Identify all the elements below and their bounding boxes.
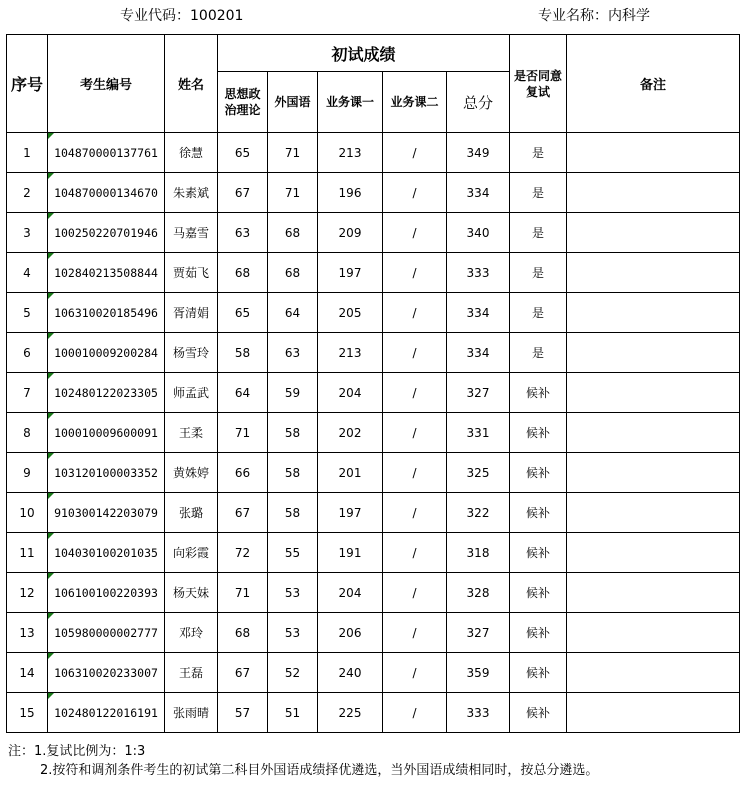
score-course1: 213 xyxy=(318,133,383,173)
header-course1: 业务课一 xyxy=(318,72,383,133)
header-politics: 思想政治理论 xyxy=(218,72,268,133)
score-course2: / xyxy=(383,653,447,693)
score-total: 325 xyxy=(447,453,510,493)
score-course1: 204 xyxy=(318,373,383,413)
score-course2: / xyxy=(383,413,447,453)
table-row xyxy=(7,133,740,173)
table-row xyxy=(7,613,740,653)
score-course2: / xyxy=(383,373,447,413)
table-row xyxy=(7,253,740,293)
remark xyxy=(567,253,740,293)
agree-status: 候补 xyxy=(510,533,567,573)
score-course2: / xyxy=(383,253,447,293)
score-course1: 205 xyxy=(318,293,383,333)
remark xyxy=(567,493,740,533)
score-course1: 191 xyxy=(318,533,383,573)
remark xyxy=(567,333,740,373)
row-index: 6 xyxy=(7,333,48,373)
score-politics: 64 xyxy=(218,373,268,413)
student-name: 张璐 xyxy=(165,493,218,533)
score-total: 327 xyxy=(447,613,510,653)
major-code: 专业代码：100201 xyxy=(120,8,244,24)
remark xyxy=(567,133,740,173)
score-politics: 71 xyxy=(218,413,268,453)
student-name: 王柔 xyxy=(165,413,218,453)
score-course1: 197 xyxy=(318,253,383,293)
score-foreign-lang: 53 xyxy=(268,613,318,653)
score-course1: 213 xyxy=(318,333,383,373)
score-course2: / xyxy=(383,533,447,573)
table-row xyxy=(7,213,740,253)
score-foreign-lang: 55 xyxy=(268,533,318,573)
score-course2: / xyxy=(383,333,447,373)
student-name: 马嘉雪 xyxy=(165,213,218,253)
row-index: 15 xyxy=(7,693,48,733)
score-foreign-lang: 53 xyxy=(268,573,318,613)
row-index: 12 xyxy=(7,573,48,613)
header-remark: 备注 xyxy=(567,35,740,133)
score-politics: 66 xyxy=(218,453,268,493)
student-name: 邓玲 xyxy=(165,613,218,653)
score-total: 333 xyxy=(447,253,510,293)
table-row xyxy=(7,533,740,573)
agree-status: 是 xyxy=(510,213,567,253)
exam-id: 910300142203079 xyxy=(48,493,165,533)
row-index: 2 xyxy=(7,173,48,213)
score-foreign-lang: 68 xyxy=(268,253,318,293)
score-course2: / xyxy=(383,493,447,533)
table-row xyxy=(7,693,740,733)
agree-status: 候补 xyxy=(510,373,567,413)
score-course1: 225 xyxy=(318,693,383,733)
score-foreign-lang: 63 xyxy=(268,333,318,373)
remark xyxy=(567,533,740,573)
score-politics: 72 xyxy=(218,533,268,573)
score-course1: 201 xyxy=(318,453,383,493)
score-total: 340 xyxy=(447,213,510,253)
exam-id: 104870000137761 xyxy=(48,133,165,173)
exam-id: 106310020185496 xyxy=(48,293,165,333)
row-index: 9 xyxy=(7,453,48,493)
remark xyxy=(567,293,740,333)
agree-status: 候补 xyxy=(510,413,567,453)
score-total: 334 xyxy=(447,333,510,373)
table-row xyxy=(7,413,740,453)
score-total: 328 xyxy=(447,573,510,613)
student-name: 师孟武 xyxy=(165,373,218,413)
score-politics: 67 xyxy=(218,173,268,213)
score-course2: / xyxy=(383,133,447,173)
remark xyxy=(567,373,740,413)
score-table xyxy=(6,34,740,733)
row-index: 4 xyxy=(7,253,48,293)
row-index: 8 xyxy=(7,413,48,453)
score-politics: 68 xyxy=(218,613,268,653)
score-course2: / xyxy=(383,213,447,253)
score-course2: / xyxy=(383,693,447,733)
table-row xyxy=(7,173,740,213)
score-politics: 58 xyxy=(218,333,268,373)
remark xyxy=(567,453,740,493)
major-name: 专业名称：内科学 xyxy=(538,8,650,24)
table-row xyxy=(7,333,740,373)
exam-id: 104030100201035 xyxy=(48,533,165,573)
exam-id: 100010009200284 xyxy=(48,333,165,373)
score-foreign-lang: 64 xyxy=(268,293,318,333)
row-index: 1 xyxy=(7,133,48,173)
score-foreign-lang: 58 xyxy=(268,413,318,453)
score-politics: 65 xyxy=(218,133,268,173)
score-total: 327 xyxy=(447,373,510,413)
score-total: 334 xyxy=(447,173,510,213)
row-index: 3 xyxy=(7,213,48,253)
remark xyxy=(567,213,740,253)
agree-status: 候补 xyxy=(510,613,567,653)
row-index: 7 xyxy=(7,373,48,413)
score-course1: 209 xyxy=(318,213,383,253)
header-total: 总分 xyxy=(447,72,510,133)
agree-status: 候补 xyxy=(510,453,567,493)
row-index: 13 xyxy=(7,613,48,653)
student-name: 黄姝婷 xyxy=(165,453,218,493)
student-name: 王磊 xyxy=(165,653,218,693)
student-name: 徐慧 xyxy=(165,133,218,173)
agree-status: 是 xyxy=(510,333,567,373)
row-index: 5 xyxy=(7,293,48,333)
score-foreign-lang: 68 xyxy=(268,213,318,253)
header-index: 序号 xyxy=(7,35,48,133)
student-name: 贾茹飞 xyxy=(165,253,218,293)
score-course2: / xyxy=(383,613,447,653)
remark xyxy=(567,573,740,613)
exam-id: 106100100220393 xyxy=(48,573,165,613)
remark xyxy=(567,413,740,453)
header-name: 姓名 xyxy=(165,35,218,133)
agree-status: 是 xyxy=(510,133,567,173)
score-total: 359 xyxy=(447,653,510,693)
score-total: 334 xyxy=(447,293,510,333)
note-2: 2.按符和调剂条件考生的初试第二科目外国语成绩择优遴选，当外国语成绩相同时，按总分遴选。 xyxy=(40,763,599,778)
exam-id: 103120100003352 xyxy=(48,453,165,493)
student-name: 张雨晴 xyxy=(165,693,218,733)
score-course1: 204 xyxy=(318,573,383,613)
student-name: 朱素斌 xyxy=(165,173,218,213)
score-politics: 57 xyxy=(218,693,268,733)
remark xyxy=(567,173,740,213)
header-course2: 业务课二 xyxy=(383,72,447,133)
student-name: 杨天妹 xyxy=(165,573,218,613)
score-total: 333 xyxy=(447,693,510,733)
agree-status: 候补 xyxy=(510,493,567,533)
agree-status: 候补 xyxy=(510,573,567,613)
score-course2: / xyxy=(383,173,447,213)
notes xyxy=(8,742,598,780)
score-foreign-lang: 71 xyxy=(268,173,318,213)
student-name: 胥清娟 xyxy=(165,293,218,333)
student-name: 向彩霞 xyxy=(165,533,218,573)
table-row xyxy=(7,493,740,533)
exam-id: 102480122016191 xyxy=(48,693,165,733)
score-course1: 197 xyxy=(318,493,383,533)
score-total: 322 xyxy=(447,493,510,533)
remark xyxy=(567,653,740,693)
exam-id: 100250220701946 xyxy=(48,213,165,253)
header-prelim-group: 初试成绩 xyxy=(218,35,510,72)
note-1: 注：1.复试比例为：1:3 xyxy=(8,744,146,759)
exam-id: 105980000002777 xyxy=(48,613,165,653)
exam-id: 102840213508844 xyxy=(48,253,165,293)
score-course2: / xyxy=(383,453,447,493)
score-politics: 67 xyxy=(218,493,268,533)
agree-status: 是 xyxy=(510,173,567,213)
agree-status: 候补 xyxy=(510,653,567,693)
exam-id: 104870000134670 xyxy=(48,173,165,213)
score-course1: 196 xyxy=(318,173,383,213)
row-index: 10 xyxy=(7,493,48,533)
remark xyxy=(567,693,740,733)
exam-id: 102480122023305 xyxy=(48,373,165,413)
score-total: 349 xyxy=(447,133,510,173)
remark xyxy=(567,613,740,653)
student-name: 杨雪玲 xyxy=(165,333,218,373)
header-agree: 是否同意复试 xyxy=(510,35,567,133)
score-course2: / xyxy=(383,573,447,613)
score-course2: / xyxy=(383,293,447,333)
score-foreign-lang: 58 xyxy=(268,493,318,533)
table-row xyxy=(7,653,740,693)
score-foreign-lang: 58 xyxy=(268,453,318,493)
header-foreign-lang: 外国语 xyxy=(268,72,318,133)
score-politics: 63 xyxy=(218,213,268,253)
agree-status: 候补 xyxy=(510,693,567,733)
exam-id: 100010009600091 xyxy=(48,413,165,453)
score-foreign-lang: 59 xyxy=(268,373,318,413)
agree-status: 是 xyxy=(510,253,567,293)
score-course1: 206 xyxy=(318,613,383,653)
table-row xyxy=(7,293,740,333)
score-politics: 71 xyxy=(218,573,268,613)
exam-id: 106310020233007 xyxy=(48,653,165,693)
agree-status: 是 xyxy=(510,293,567,333)
header-exam-id: 考生编号 xyxy=(48,35,165,133)
score-total: 318 xyxy=(447,533,510,573)
score-foreign-lang: 52 xyxy=(268,653,318,693)
row-index: 14 xyxy=(7,653,48,693)
score-total: 331 xyxy=(447,413,510,453)
score-politics: 65 xyxy=(218,293,268,333)
score-course1: 240 xyxy=(318,653,383,693)
score-politics: 67 xyxy=(218,653,268,693)
table-row xyxy=(7,373,740,413)
score-foreign-lang: 71 xyxy=(268,133,318,173)
score-course1: 202 xyxy=(318,413,383,453)
table-row xyxy=(7,573,740,613)
table-row xyxy=(7,453,740,493)
row-index: 11 xyxy=(7,533,48,573)
score-foreign-lang: 51 xyxy=(268,693,318,733)
score-politics: 68 xyxy=(218,253,268,293)
